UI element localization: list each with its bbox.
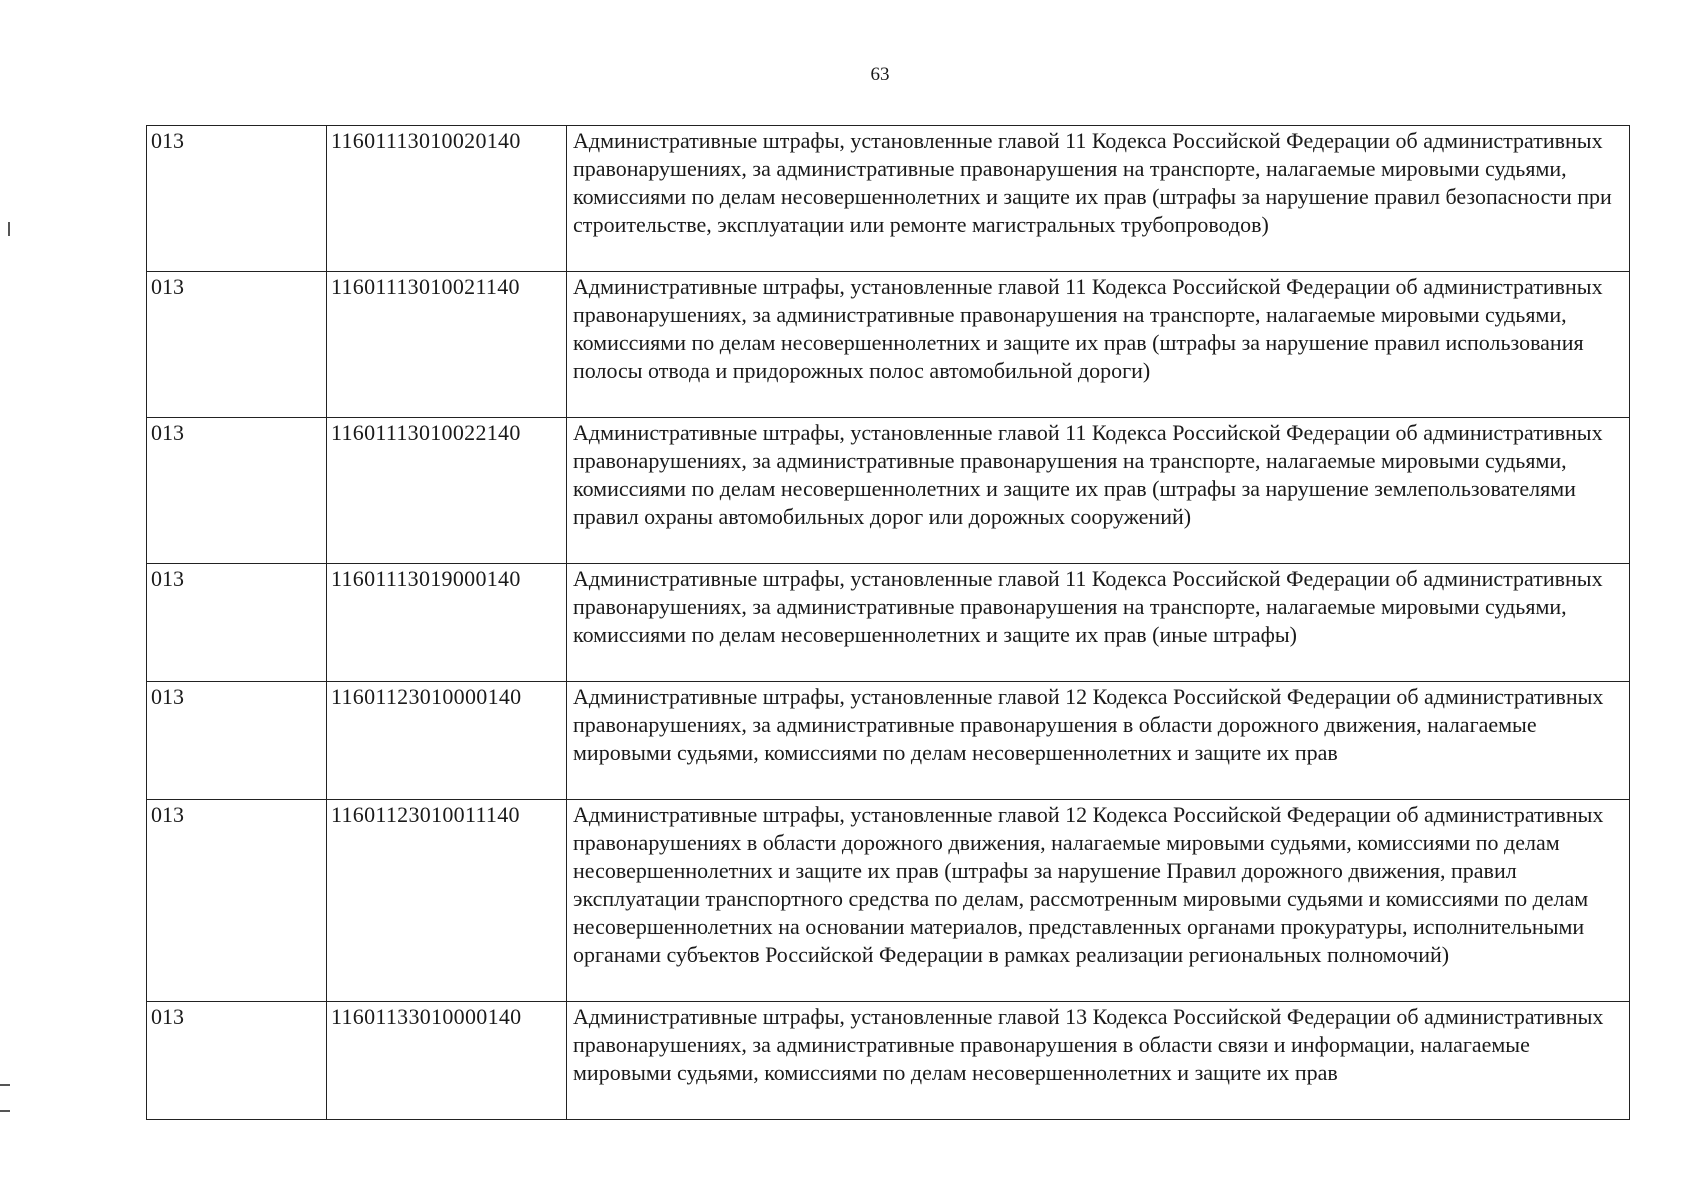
scan-mark	[8, 222, 10, 236]
budget-code-cell: 11601113019000140	[327, 564, 567, 682]
admin-code-cell: 013	[147, 1002, 327, 1120]
admin-code-cell: 013	[147, 418, 327, 564]
admin-code-cell: 013	[147, 126, 327, 272]
admin-code-cell: 013	[147, 682, 327, 800]
description-cell: Административные штрафы, установленные главой 11 Кодекса Российской Федерации об административных правонарушениях, за административные правонарушения на транспорте, налагаемые мировыми судьями, комиссиями по делам несовершеннолетних и защите их прав (штрафы за нарушение землепользователями правил охраны автомобильных дорог или дорожных сооружений)	[567, 418, 1630, 564]
budget-code-cell: 11601113010020140	[327, 126, 567, 272]
scan-mark	[0, 1084, 10, 1086]
description-cell: Административные штрафы, установленные главой 11 Кодекса Российской Федерации об административных правонарушениях, за административные правонарушения на транспорте, налагаемые мировыми судьями, комиссиями по делам несовершеннолетних и защите их прав (иные штрафы)	[567, 564, 1630, 682]
fines-table	[146, 125, 1630, 1120]
table-row	[147, 1002, 1630, 1120]
description-cell: Административные штрафы, установленные главой 12 Кодекса Российской Федерации об административных правонарушениях в области дорожного движения, налагаемые мировыми судьями, комиссиями по делам несовершеннолетних и защите их прав (штрафы за нарушение Правил дорожного движения, правил эксплуатации транспортного средства по делам, рассмотренным мировыми судьями и комиссиями по делам несовершеннолетних на основании материалов, представленных органами прокуратуры, исполнительными органами субъектов Российской Федерации в рамках реализации региональных полномочий)	[567, 800, 1630, 1002]
table-row	[147, 800, 1630, 1002]
table-row	[147, 682, 1630, 800]
table-row	[147, 564, 1630, 682]
admin-code-cell: 013	[147, 564, 327, 682]
description-cell: Административные штрафы, установленные главой 13 Кодекса Российской Федерации об административных правонарушениях, за административные правонарушения в области связи и информации, налагаемые мировыми судьями, комиссиями по делам несовершеннолетних и защите их прав	[567, 1002, 1630, 1120]
table-row	[147, 126, 1630, 272]
budget-code-cell: 11601133010000140	[327, 1002, 567, 1120]
budget-code-cell: 11601123010000140	[327, 682, 567, 800]
table-row	[147, 418, 1630, 564]
budget-code-cell: 11601113010021140	[327, 272, 567, 418]
description-cell: Административные штрафы, установленные главой 11 Кодекса Российской Федерации об административных правонарушениях, за административные правонарушения на транспорте, налагаемые мировыми судьями, комиссиями по делам несовершеннолетних и защите их прав (штрафы за нарушение правил безопасности при строительстве, эксплуатации или ремонте магистральных трубопроводов)	[567, 126, 1630, 272]
page-number: 63	[870, 64, 890, 85]
description-cell: Административные штрафы, установленные главой 12 Кодекса Российской Федерации об административных правонарушениях, за административные правонарушения в области дорожного движения, налагаемые мировыми судьями, комиссиями по делам несовершеннолетних и защите их прав	[567, 682, 1630, 800]
admin-code-cell: 013	[147, 800, 327, 1002]
budget-code-cell: 11601123010011140	[327, 800, 567, 1002]
table-row	[147, 272, 1630, 418]
scan-mark	[0, 1110, 10, 1112]
admin-code-cell: 013	[147, 272, 327, 418]
budget-code-cell: 11601113010022140	[327, 418, 567, 564]
description-cell: Административные штрафы, установленные главой 11 Кодекса Российской Федерации об административных правонарушениях, за административные правонарушения на транспорте, налагаемые мировыми судьями, комиссиями по делам несовершеннолетних и защите их прав (штрафы за нарушение правил использования полосы отвода и придорожных полос автомобильной дороги)	[567, 272, 1630, 418]
